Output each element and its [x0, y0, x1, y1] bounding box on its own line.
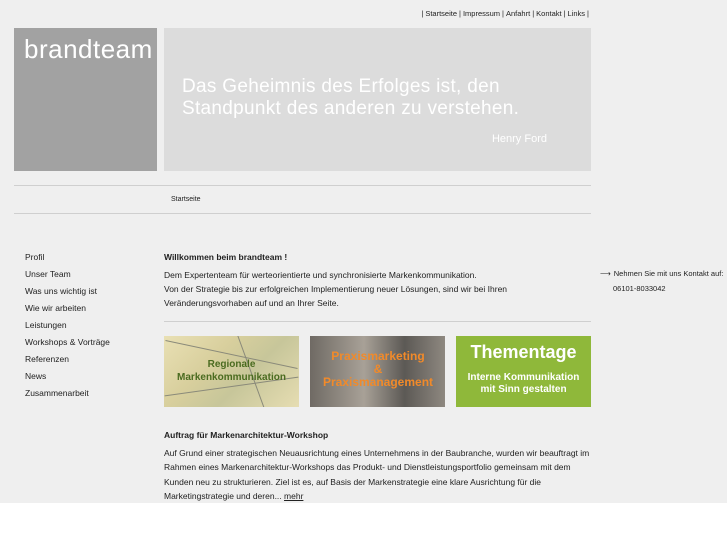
divider — [14, 185, 591, 186]
sidebar-nav — [25, 250, 110, 403]
header-banner — [164, 28, 591, 171]
divider — [14, 213, 591, 214]
contact-box — [600, 266, 723, 296]
sidebar-item-was-uns-wichtig-ist[interactable]: Was uns wichtig ist — [25, 286, 97, 296]
news-more-link[interactable]: mehr — [284, 491, 304, 501]
news-body: Auf Grund einer strategischen Neuausrichtung eines Unternehmens in der Baubranche, wurden wir beauftragt im Rahmen eines Markenarchitektur-Workshops das Produkt- und Dienstleistungsportfolio gemeinsam mit dem Kunden neu zu strukturieren. Ziel ist es, auf Basis der Markenstrategie eine klare Ausrichtung für die Marketingstrategie und deren... — [164, 447, 590, 501]
contact-phone: 06101-8033042 — [613, 284, 666, 293]
sidebar-item-zusammenarbeit[interactable]: Zusammenarbeit — [25, 388, 89, 398]
sidebar-item-unser-team[interactable]: Unser Team — [25, 269, 71, 279]
logo-text: brandteam — [24, 34, 153, 64]
banner-quote: Das Geheimnis des Erfolges ist, den Standpunkt des anderen zu verstehen. — [182, 76, 520, 119]
sidebar-item-wie-wir-arbeiten[interactable]: Wie wir arbeiten — [25, 303, 86, 313]
topnav-startseite[interactable]: Startseite — [425, 9, 457, 18]
topnav-anfahrt[interactable]: Anfahrt — [506, 9, 531, 18]
intro-section — [164, 250, 591, 310]
arrow-right-icon: ⟶ — [600, 269, 611, 278]
intro-line2: Von der Strategie bis zur erfolgreichen Implementierung neuer Lösungen, sind wir bei Ihren Veränderungsvorhaben auf und an Ihrer Seite. — [164, 284, 508, 308]
sidebar-item-referenzen[interactable]: Referenzen — [25, 354, 69, 364]
sidebar-item-workshops[interactable]: Workshops & Vorträge — [25, 337, 110, 347]
tile-praxismarketing[interactable]: Praxismarketing & Praxismanagement — [310, 336, 445, 407]
topnav-links[interactable]: Links — [567, 9, 586, 18]
tile-regionale-markenkommunikation[interactable]: Regionale Markenkommunikation — [164, 336, 299, 407]
top-navigation: | Startseite | Impressum | Anfahrt | Kontakt | Links | — [421, 9, 589, 18]
contact-text: Nehmen Sie mit uns Kontakt auf: — [613, 269, 724, 278]
news-heading: Auftrag für Markenarchitektur-Workshop — [164, 430, 329, 440]
topnav-impressum[interactable]: Impressum — [462, 9, 501, 18]
logo[interactable] — [14, 28, 157, 171]
teaser-tiles — [164, 336, 591, 407]
sidebar-item-news[interactable]: News — [25, 371, 47, 381]
divider — [164, 321, 591, 322]
quote-author: Henry Ford — [491, 133, 547, 145]
news-section — [164, 428, 591, 504]
intro-heading: Willkommen beim brandteam ! — [164, 252, 288, 262]
sidebar-item-profil[interactable]: Profil — [25, 252, 45, 262]
topnav-kontakt[interactable]: Kontakt — [536, 9, 562, 18]
intro-line1: Dem Expertenteam für werteorientierte und synchronisierte Markenkommunikation. — [164, 270, 477, 280]
tile-thementage[interactable]: Thementage Interne Kommunikation mit Sinn gestalten — [456, 336, 591, 407]
breadcrumb: Startseite — [171, 196, 201, 203]
sidebar-item-leistungen[interactable]: Leistungen — [25, 320, 67, 330]
page-footer-area — [0, 503, 727, 545]
